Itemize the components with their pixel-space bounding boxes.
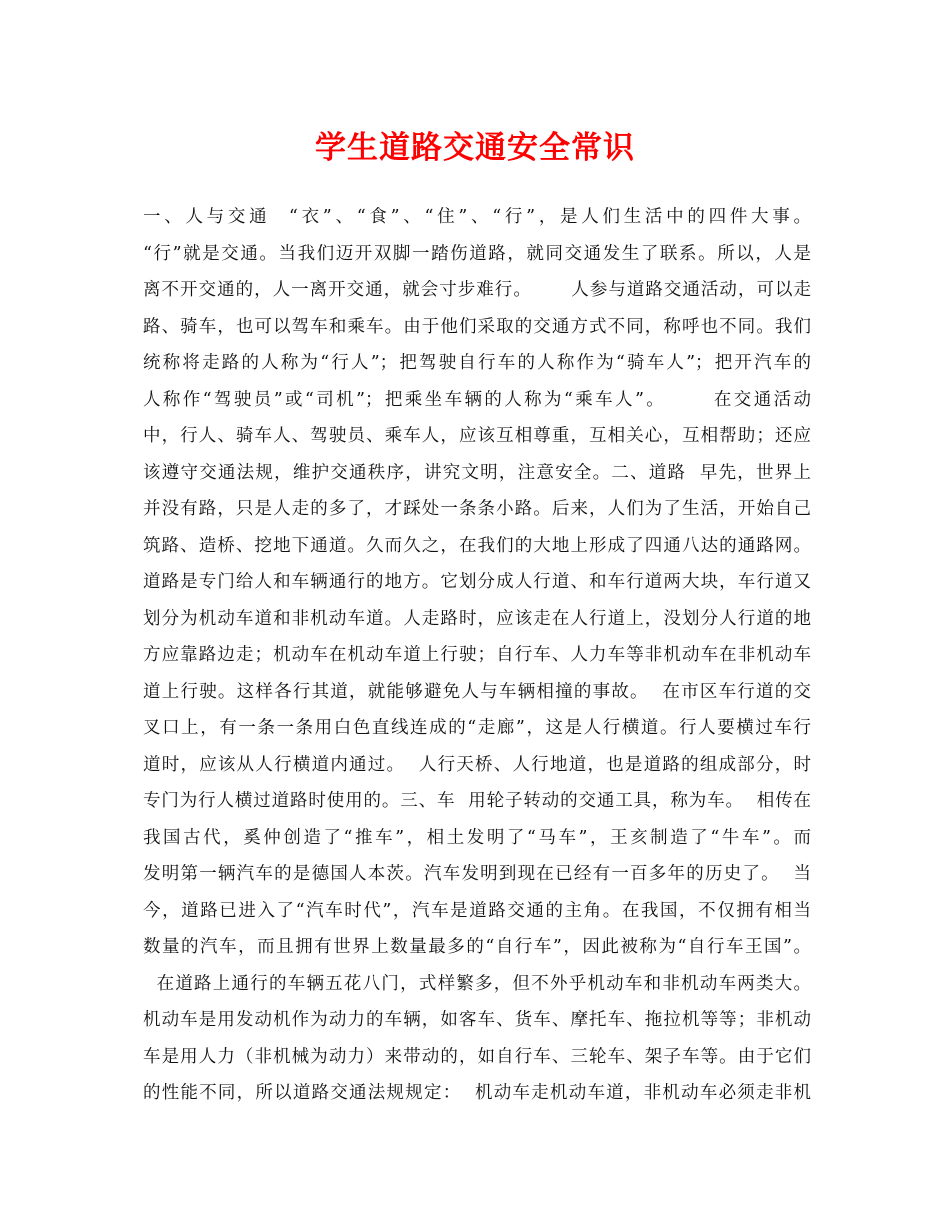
body-line: 筑路、造桥、挖地下通道。久而久之，在我们的大地上形成了四通八达的通路网。: [143, 535, 811, 556]
page-title: 学生道路交通安全常识: [315, 130, 635, 166]
body-line: 的性能不同，所以道路交通法规规定： 机动车走机动车道，非机动车必须走非机: [143, 1083, 811, 1103]
body-line: 专门为行人横过道路时使用的。三、车 用轮子转动的交通工具，称为车。 相传在: [143, 791, 811, 811]
body-line: 道路是专门给人和车辆通行的地方。它划分成人行道、和车行道两大块，车行道又: [143, 572, 811, 592]
body-line: 数量的汽车，而且拥有世界上数量最多的“自行车”，因此被称为“自行车王国”。: [143, 937, 811, 957]
body-line: 发明第一辆汽车的是德国人本茨。汽车发明到现在已经有一百多年的历史了。 当: [143, 864, 811, 884]
body-line: “行”就是交通。当我们迈开双脚一踏伤道路，就同交通发生了联系。所以，人是: [143, 243, 811, 264]
body-line: 我国古代，奚仲创造了“推车”，相土发明了“马车”，王亥制造了“牛车”。而: [143, 827, 811, 848]
body-line: 中，行人、骑车人、驾驶员、乘车人，应该互相尊重，互相关心，互相帮助；还应: [143, 426, 811, 446]
body-line: 离不开交通的，人一离开交通，就会寸步难行。 人参与道路交通活动，可以走: [143, 280, 811, 300]
body-line: 人称作“驾驶员”或“司机”；把乘坐车辆的人称为“乘车人”。 在交通活动: [143, 389, 811, 410]
body-line: 划分为机动车道和非机动车道。人走路时，应该走在人行道上，没划分人行道的地: [143, 608, 811, 629]
body-line: 道上行驶。这样各行其道，就能够避免人与车辆相撞的事故。 在市区车行道的交: [143, 681, 811, 702]
body-line: 今，道路已进入了“汽车时代”，汽车是道路交通的主角。在我国，不仅拥有相当: [143, 900, 811, 921]
body-line: 在道路上通行的车辆五花八门，式样繁多，但不外乎机动车和非机动车两类大。: [143, 973, 811, 994]
body-line: 统称将走路的人称为“行人”；把驾驶自行车的人称作为“骑车人”；把开汽车的: [143, 353, 811, 373]
body-text: [143, 199, 811, 1112]
body-line: 方应靠路边走；机动车在机动车道上行驶；自行车、人力车等非机动车在非机动车: [143, 645, 811, 665]
body-line: 该遵守交通法规，维护交通秩序，讲究文明，注意安全。二、道路 早先，世界上: [143, 462, 811, 483]
body-line: 道时，应该从人行横道内通过。 人行天桥、人行地道，也是道路的组成部分，时: [143, 754, 811, 775]
body-line: 车是用人力（非机械为动力）来带动的，如自行车、三轮车、架子车等。由于它们: [143, 1046, 811, 1067]
body-line: 路、骑车，也可以驾车和乘车。由于他们采取的交通方式不同，称呼也不同。我们: [143, 316, 811, 337]
body-line: 机动车是用发动机作为动力的车辆，如客车、货车、摩托车、拖拉机等等；非机动: [143, 1010, 811, 1030]
body-line: 叉口上，有一条一条用白色直线连成的“走廊”，这是人行横道。行人要横过车行: [143, 718, 811, 738]
body-line: 并没有路，只是人走的多了，才踩处一条条小路。后来，人们为了生活，开始自己: [143, 499, 811, 519]
body-line: 一、人与交通 “衣”、“食”、“住”、“行”，是人们生活中的四件大事。: [143, 207, 811, 227]
